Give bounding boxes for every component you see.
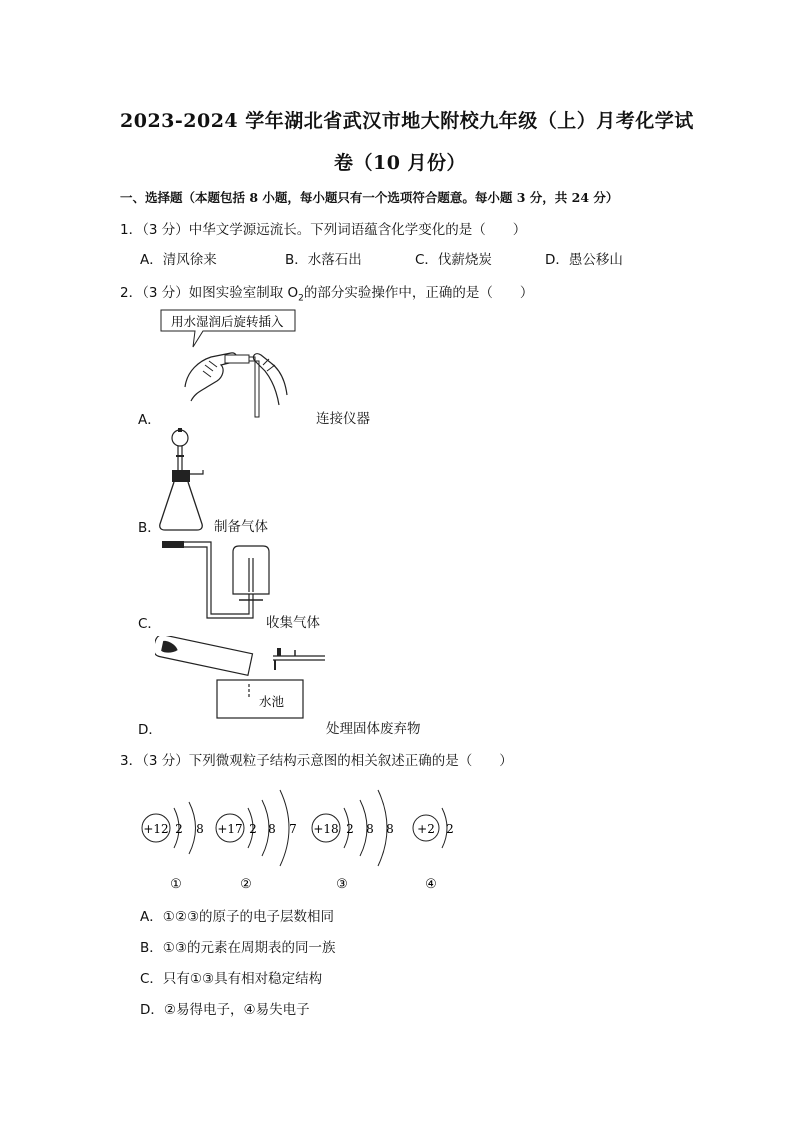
q2-option-b-caption: 制备气体	[214, 519, 268, 535]
particle-1	[142, 802, 204, 892]
particle-4	[413, 808, 454, 892]
q3-option-b: B．①③的元素在周期表的同一族	[140, 940, 336, 956]
question-1-stem: 1．（3 分）中华文学源远流长。下列词语蕴含化学变化的是（ ）	[120, 222, 527, 238]
q1-option-b: B．水落石出	[285, 252, 362, 268]
q2-option-a-caption: 连接仪器	[316, 411, 370, 427]
section-heading: 一、选择题（本题包括 8 小题，每小题只有一个选项符合题意。每小题 3 分，共 24 分）	[120, 190, 619, 205]
q2-option-d-caption: 处理固体废弃物	[326, 721, 421, 737]
particle-3	[312, 790, 394, 892]
q2-option-c-caption: 收集气体	[266, 615, 320, 631]
q2-option-b-letter: B．	[138, 520, 161, 536]
question-3-stem: 3．（3 分）下列微观粒子结构示意图的相关叙述正确的是（ ）	[120, 753, 513, 769]
figure-waste-disposal	[155, 636, 335, 720]
particle-4-shell-1: 2	[446, 822, 454, 836]
particle-3-shell-2: 8	[366, 822, 374, 836]
q2-stem-subscript: 2	[298, 293, 304, 304]
q3-option-d: D．②易得电子，④易失电子	[140, 1002, 310, 1018]
particle-2-shell-1: 2	[249, 822, 257, 836]
particle-3-nucleus: +18	[313, 822, 339, 836]
q3-option-a: A．①②③的原子的电子层数相同	[140, 909, 335, 925]
particle-3-mark: ③	[336, 877, 348, 892]
particle-4-nucleus: +2	[417, 822, 435, 836]
particle-2-shell-3: 7	[289, 822, 297, 836]
particle-2-mark: ②	[240, 877, 252, 892]
exam-title-line1: 2023-2024 学年湖北省武汉市地大附校九年级（上）月考化学试	[120, 110, 694, 132]
q2-stem-post: 的部分实验操作中，正确的是（ ）	[303, 285, 534, 301]
particle-2	[216, 790, 297, 892]
q1-option-c: C．伐薪烧炭	[415, 252, 492, 268]
particle-3-shell-3: 8	[386, 822, 394, 836]
particle-1-nucleus: +12	[143, 822, 169, 836]
q2-option-a-letter: A．	[138, 412, 161, 428]
q1-option-a: A．清风徐来	[140, 252, 217, 268]
figure-gas-collection	[155, 536, 270, 626]
basin-label: 水池	[259, 694, 285, 709]
particle-1-mark: ①	[170, 877, 182, 892]
q1-option-d: D．愚公移山	[545, 252, 623, 268]
figure-gas-generation-flask	[155, 426, 215, 532]
callout-text: 用水湿润后旋转插入	[171, 314, 284, 329]
particle-1-shell-1: 2	[175, 822, 183, 836]
particle-4-mark: ④	[425, 877, 437, 892]
particle-1-shell-2: 8	[196, 822, 204, 836]
q2-option-d-letter: D．	[138, 722, 162, 738]
particle-3-shell-1: 2	[346, 822, 354, 836]
exam-title-line2: 卷（10 月份）	[334, 152, 467, 174]
particle-2-shell-2: 8	[268, 822, 276, 836]
particle-2-nucleus: +17	[217, 822, 243, 836]
q2-stem-pre: 2．（3 分）如图实验室制取 O	[120, 285, 299, 301]
question-2-stem	[120, 281, 533, 304]
figure-connect-apparatus	[155, 305, 315, 423]
q2-option-c-letter: C．	[138, 616, 161, 632]
particle-structure-diagrams	[130, 776, 470, 896]
q3-option-c: C．只有①③具有相对稳定结构	[140, 971, 323, 987]
